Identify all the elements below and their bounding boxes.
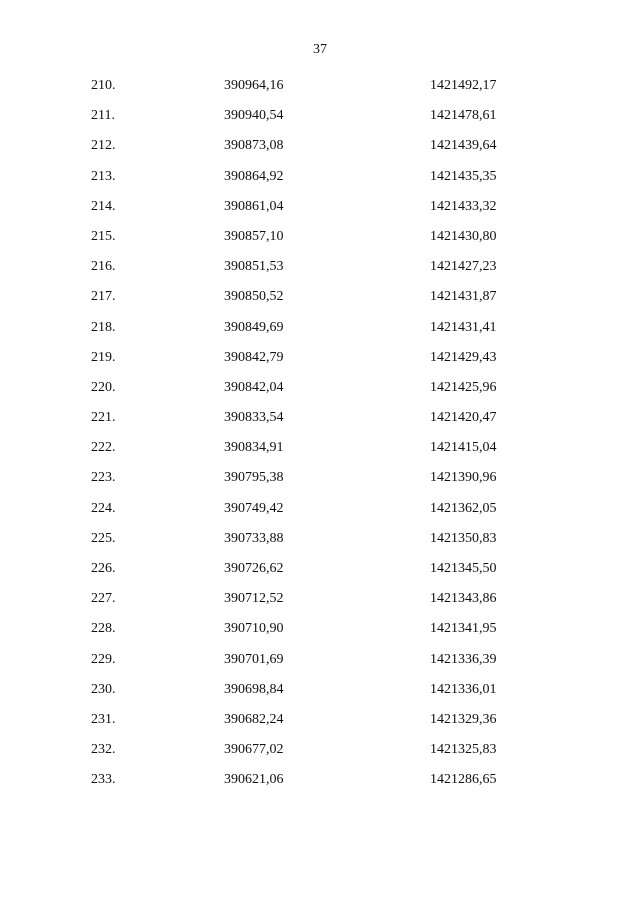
table-row bbox=[0, 558, 640, 588]
x-coordinate: 390842,79 bbox=[224, 349, 284, 365]
x-coordinate: 390726,62 bbox=[224, 561, 284, 576]
y-coordinate: 1421492,17 bbox=[430, 78, 497, 93]
x-coordinate: 390733,88 bbox=[224, 530, 284, 546]
y-coordinate: 1421362,05 bbox=[430, 500, 497, 516]
point-number: 226. bbox=[91, 561, 116, 576]
table-row bbox=[0, 679, 640, 709]
x-coordinate: 390677,02 bbox=[224, 742, 284, 758]
point-number: 232. bbox=[91, 742, 116, 758]
y-coordinate: 1421343,86 bbox=[430, 591, 497, 607]
y-coordinate: 1421431,41 bbox=[430, 319, 497, 335]
table-row bbox=[0, 75, 640, 105]
y-coordinate: 1421336,39 bbox=[430, 651, 497, 667]
x-coordinate: 390850,52 bbox=[224, 289, 284, 305]
point-number: 210. bbox=[91, 78, 116, 93]
point-number: 216. bbox=[91, 259, 116, 275]
point-number: 215. bbox=[91, 228, 116, 244]
y-coordinate: 1421430,80 bbox=[430, 228, 497, 244]
x-coordinate: 390851,53 bbox=[224, 259, 284, 275]
x-coordinate: 390940,54 bbox=[224, 108, 284, 124]
table-row bbox=[0, 135, 640, 165]
table-row bbox=[0, 588, 640, 618]
point-number: 221. bbox=[91, 410, 116, 426]
y-coordinate: 1421431,87 bbox=[430, 289, 497, 305]
x-coordinate: 390710,90 bbox=[224, 621, 284, 637]
y-coordinate: 1421478,61 bbox=[430, 108, 497, 124]
table-row bbox=[0, 347, 640, 377]
table-row bbox=[0, 226, 640, 256]
x-coordinate: 390861,04 bbox=[224, 198, 284, 214]
table-row bbox=[0, 709, 640, 739]
point-number: 233. bbox=[91, 772, 116, 788]
table-row bbox=[0, 769, 640, 799]
point-number: 211. bbox=[91, 108, 115, 124]
x-coordinate: 390621,06 bbox=[224, 772, 284, 788]
table-row bbox=[0, 377, 640, 407]
point-number: 224. bbox=[91, 500, 116, 516]
table-row bbox=[0, 317, 640, 347]
table-row bbox=[0, 618, 640, 648]
table-row bbox=[0, 196, 640, 226]
table-row bbox=[0, 256, 640, 286]
x-coordinate: 390864,92 bbox=[224, 168, 284, 184]
table-row bbox=[0, 437, 640, 467]
x-coordinate: 390698,84 bbox=[224, 681, 284, 697]
x-coordinate: 390833,54 bbox=[224, 410, 284, 426]
point-number: 228. bbox=[91, 621, 116, 637]
point-number: 229. bbox=[91, 651, 116, 667]
y-coordinate: 1421350,83 bbox=[430, 530, 497, 546]
y-coordinate: 1421390,96 bbox=[430, 470, 497, 486]
page-number: 37 bbox=[313, 42, 327, 57]
point-number: 223. bbox=[91, 470, 116, 486]
y-coordinate: 1421345,50 bbox=[430, 561, 497, 576]
point-number: 220. bbox=[91, 379, 116, 395]
x-coordinate: 390795,38 bbox=[224, 470, 284, 486]
y-coordinate: 1421420,47 bbox=[430, 410, 497, 426]
coordinates-table bbox=[0, 75, 640, 800]
y-coordinate: 1421415,04 bbox=[430, 440, 497, 456]
point-number: 217. bbox=[91, 289, 116, 305]
point-number: 218. bbox=[91, 319, 116, 335]
x-coordinate: 390964,16 bbox=[224, 78, 284, 93]
x-coordinate: 390873,08 bbox=[224, 138, 284, 154]
y-coordinate: 1421439,64 bbox=[430, 138, 497, 154]
point-number: 219. bbox=[91, 349, 116, 365]
y-coordinate: 1421433,32 bbox=[430, 198, 497, 214]
table-row bbox=[0, 649, 640, 679]
table-row bbox=[0, 498, 640, 528]
x-coordinate: 390857,10 bbox=[224, 228, 284, 244]
table-row bbox=[0, 739, 640, 769]
table-row bbox=[0, 166, 640, 196]
y-coordinate: 1421329,36 bbox=[430, 711, 497, 727]
table-row bbox=[0, 407, 640, 437]
table-row bbox=[0, 105, 640, 135]
y-coordinate: 1421429,43 bbox=[430, 349, 497, 365]
x-coordinate: 390834,91 bbox=[224, 440, 284, 456]
x-coordinate: 390842,04 bbox=[224, 379, 284, 395]
point-number: 225. bbox=[91, 530, 116, 546]
point-number: 231. bbox=[91, 711, 116, 727]
y-coordinate: 1421425,96 bbox=[430, 379, 497, 395]
y-coordinate: 1421427,23 bbox=[430, 259, 497, 275]
x-coordinate: 390701,69 bbox=[224, 651, 284, 667]
x-coordinate: 390712,52 bbox=[224, 591, 284, 607]
point-number: 213. bbox=[91, 168, 116, 184]
y-coordinate: 1421336,01 bbox=[430, 681, 497, 697]
table-row bbox=[0, 528, 640, 558]
y-coordinate: 1421325,83 bbox=[430, 742, 497, 758]
point-number: 227. bbox=[91, 591, 116, 607]
point-number: 212. bbox=[91, 138, 116, 154]
table-row bbox=[0, 467, 640, 497]
point-number: 230. bbox=[91, 681, 116, 697]
x-coordinate: 390749,42 bbox=[224, 500, 284, 516]
y-coordinate: 1421341,95 bbox=[430, 621, 497, 637]
y-coordinate: 1421435,35 bbox=[430, 168, 497, 184]
x-coordinate: 390849,69 bbox=[224, 319, 284, 335]
table-row bbox=[0, 286, 640, 316]
y-coordinate: 1421286,65 bbox=[430, 772, 497, 788]
point-number: 222. bbox=[91, 440, 116, 456]
x-coordinate: 390682,24 bbox=[224, 711, 284, 727]
point-number: 214. bbox=[91, 198, 116, 214]
